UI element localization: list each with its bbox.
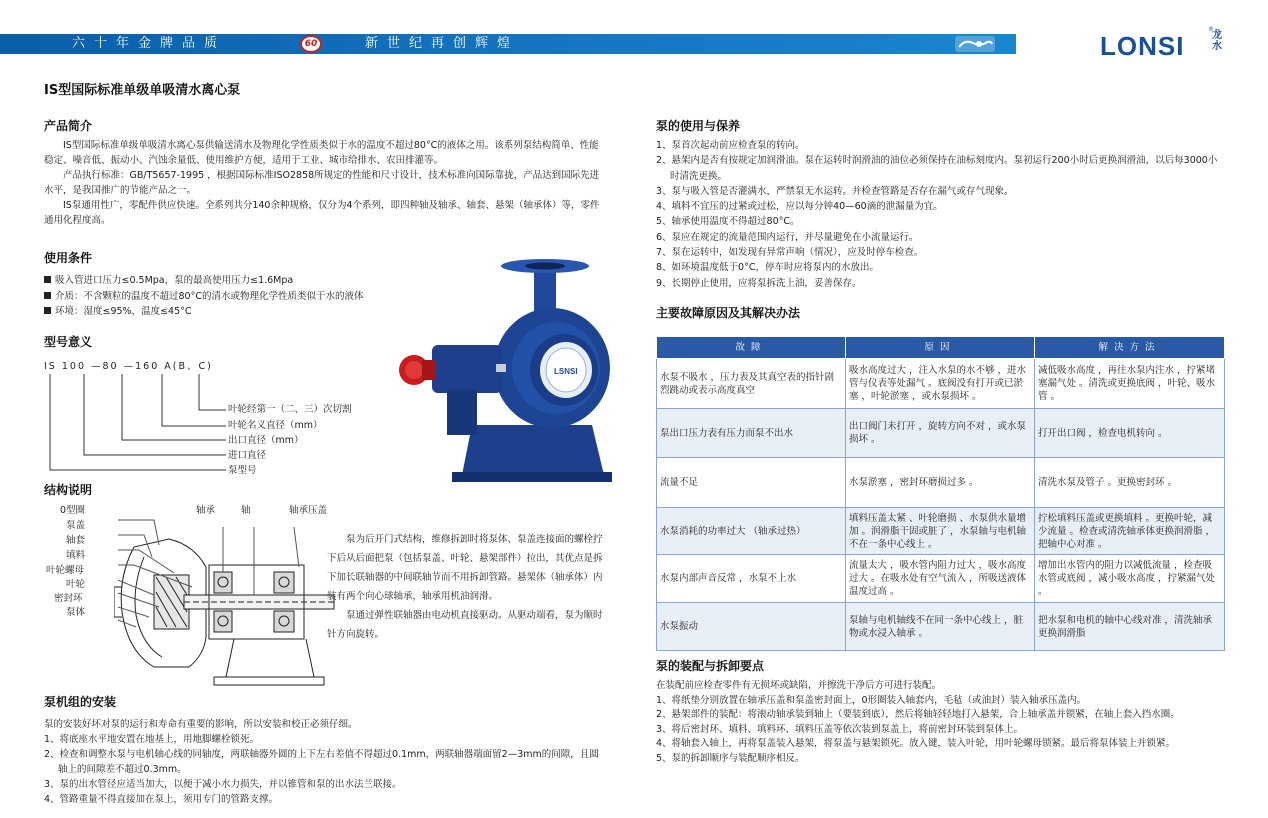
structure-drawing	[114, 517, 339, 695]
maintenance-item: 9、长期停止使用，应将泵拆洗上油，妥善保存。	[656, 277, 862, 289]
table-row	[657, 603, 1225, 651]
intro-heading: 产品简介	[44, 119, 93, 133]
col-fault: 故障	[657, 337, 846, 359]
conditions-heading: 使用条件	[44, 251, 93, 265]
badge-60: 60	[300, 35, 322, 53]
maintenance-item: 6、泵应在规定的流量范围内运行，并尽量避免在小流量运行。	[656, 231, 919, 243]
logo-text: LONSI	[1100, 31, 1185, 61]
model-label-inlet: 进口直径	[228, 450, 267, 461]
assembly-line: 1、将纸垫分别放置在轴承压盖和泵盖密封面上，0形圈装入轴套内，毛毡（或油封）装入轴承压盖内。	[656, 694, 1087, 706]
label-seal-ring: 密封环	[54, 593, 83, 604]
cell-fault: 泵出口压力表有压力而泵不出水	[657, 409, 846, 458]
installation-line: 1、将底座水平地安置在地基上，用地脚螺栓锁死。	[44, 734, 260, 745]
installation-line: 4、管路重量不得直接加在泵上，须用专门的管路支撑。	[44, 794, 279, 805]
col-solution: 解决方法	[1035, 337, 1225, 359]
label-bearing-gland: 轴承压盖	[289, 505, 328, 516]
structure-para-1: 泵为后开门式结构，维修拆卸时将泵体、泵盖连接面的螺栓拧下后从后面把泵（包括泵盖、叶轮、悬架部件）拉出，其优点是拆下加长联轴器的中间联轴节而不用拆卸管路。悬架体（轴承体）内装有两个向心球轴承，轴承用机油润滑。	[327, 534, 603, 602]
slogan-left: 六十年金牌品质	[72, 36, 227, 51]
svg-text:LSNSI: LSNSI	[554, 367, 578, 376]
maintenance-item: 2、悬架内是否有按规定加润滑油。泵在运转时润滑油的油位必须保持在油标刻度内。泵初运行200小时后更换润滑油，以后每3000小时清洗更换。	[656, 155, 1218, 182]
label-impeller: 叶轮	[66, 579, 86, 590]
slogan-right: 新世纪再创辉煌	[365, 36, 520, 51]
label-sleeve: 轴套	[66, 535, 86, 546]
model-leader-lines	[44, 372, 234, 480]
faults-heading: 主要故障原因及其解决办法	[656, 306, 801, 320]
assembly-heading: 泵的装配与拆卸要点	[656, 659, 765, 673]
model-label-type: 泵型号	[228, 465, 257, 476]
structure-diagram	[44, 505, 334, 693]
installation-line: 3、泵的出水管径应适当加大，以便于减小水力损失，并以锥管和泵的出水法兰联接。	[44, 779, 402, 790]
installation-line: 2、检查和调整水泵与电机轴心线的同轴度，两联轴器外圆的上下左右差值不得超过0.1mm，两联轴器端面留2—3mm的间隙，且圆轴上的间隙差不超过0.3mm。	[44, 749, 599, 775]
cell-cause: 出口阀门未打开 ，旋转方向不对 ，或水泵损坏 。	[846, 409, 1035, 458]
intro-para-1: IS型国际标准单级单吸清水离心泵供输送清水及物理化学性质类似于水的温度不超过80°C的液体之用。该系列泵结构简单、性能稳定、噪音低、振动小、汽蚀余量低、使用维护方便，适用于工业、城市给排水、农田排灌等。	[44, 140, 599, 166]
maintenance-item: 1、泵首次起动前应检查泵的转向。	[656, 140, 805, 151]
cell-cause: 泵轴与电机轴线不在同一条中心线上 ，脏物或水浸入轴承 。	[846, 603, 1035, 651]
model-heading: 型号意义	[44, 335, 93, 349]
col-cause: 原因	[846, 337, 1035, 359]
installation-list	[44, 717, 604, 807]
assembly-line: 5、泵的拆卸顺序与装配顺序相反。	[656, 752, 805, 764]
cell-fault: 水泵不吸水 ，压力表及其真空表的指针剧烈跳动或表示高度真空	[657, 359, 846, 409]
fault-table-header	[657, 337, 1225, 359]
installation-line: 泵的安装好坏对泵的运行和寿命有重要的影响，所以安装和校正必须仔细。	[44, 719, 358, 730]
assembly-list	[656, 679, 1224, 766]
cell-solution: 减低吸水高度 ，再往水泵内注水 ，拧紧堵塞漏气处 。清洗或更换底阀 ，叶轮、吸水管 。	[1035, 359, 1225, 409]
label-impeller-nut: 叶轮螺母	[46, 565, 85, 576]
page-title: IS型国际标准单级单吸清水离心泵	[44, 83, 241, 98]
logo-reg: ®	[1208, 26, 1214, 33]
fault-table	[656, 336, 1225, 651]
header-band	[0, 34, 1016, 54]
maintenance-item: 7、泵在运转中，如发现有异常声响（情况），应及时停车检查。	[656, 247, 924, 259]
maintenance-item: 4、填料不宜压的过紧或过松，应以每分钟40—60滴的泄漏量为宜。	[656, 201, 943, 213]
structure-heading: 结构说明	[44, 483, 93, 497]
assembly-line: 3、将后密封环、填料、填料环、填料压盖等依次装到泵盖上，将前密封环装到泵体上。	[656, 723, 1024, 735]
label-bearing: 轴承	[196, 505, 216, 516]
intro-para-3: IS泵通用性广，零配件供应快速。全系列共分140余种规格，仅分为4个系列，即四种轴及轴承、轴套、悬架（轴承体）等，零件通用化程度高。	[44, 200, 600, 226]
structure-para-2: 泵通过弹性联轴器由电动机直接驱动。从驱动端看，泵为顺时针方向旋转。	[327, 610, 603, 640]
cell-fault: 流量不足	[657, 458, 846, 508]
label-pump-cover: 泵盖	[66, 520, 86, 531]
cell-solution: 把水泵和电机的轴中心线对准 ，清洗轴承更换润滑脂	[1035, 603, 1225, 651]
label-shaft: 轴	[241, 505, 251, 516]
model-label-impeller: 叶轮名义直径（mm）	[228, 420, 323, 431]
condition-item: 环境：湿度≤95%，温度≤45°C	[44, 304, 404, 320]
installation-heading: 泵机组的安装	[44, 695, 117, 709]
intro-text	[44, 138, 608, 228]
cell-cause: 填料压盖太紧 、叶轮磨损 、水泵供水量增加 。润滑脂干固或脏了 ，水泵轴与电机轴不在一条中心线上 。	[846, 508, 1035, 555]
assembly-line: 4、将轴套入轴上，再将泵盖装入悬架，将泵盖与悬架锁死。放入键，装入叶轮，用叶轮螺母锁紧。最后将泵体装上并锁紧。	[656, 738, 1176, 749]
condition-item: 吸入管进口压力≤0.5Mpa，泵的最高使用压力≤1.6Mpa	[44, 273, 404, 289]
cell-fault: 水泵消耗的功率过大 （轴承过热）	[657, 508, 846, 555]
assembly-line: 在装配前应检查零件有无损坏或缺陷，并擦洗干净后方可进行装配。	[656, 680, 942, 691]
maintenance-item: 5、轴承使用温度不得超过80°C。	[656, 216, 800, 228]
cell-fault: 水泵振动	[657, 603, 846, 651]
cell-cause: 吸水高度过大 ，注入水泵的水不够 ，进水管与仪表等处漏气 。底阀没有打开或已淤塞 ，叶轮淤塞 ，或水泵损坏 。	[846, 359, 1035, 409]
model-diagram	[44, 360, 404, 480]
model-code: IS 100 —80 —160 A(B、C)	[44, 361, 213, 372]
intro-para-2: 产品执行标准：GB/T5657-1995 ，根据国际标准ISO2858所规定的性能和尺寸设计，技术标准向国际靠拢，产品达到国际先进水平，是我国推广的节能产品之一。	[44, 170, 600, 196]
maintenance-item: 8、如环境温度低于0°C，停车时应将泵内的水放出。	[656, 262, 879, 274]
table-row	[657, 409, 1225, 458]
cell-cause: 流量太大 ，吸水管内阻力过大 ，吸水高度过大 。在吸水处有空气流入 ，所吸送液体温度过高 。	[846, 555, 1035, 603]
label-o-ring: 0型圈	[60, 505, 86, 516]
cell-cause: 水泵淤塞 ，密封环磨损过多 。	[846, 458, 1035, 508]
table-row	[657, 359, 1225, 409]
conditions-list	[44, 273, 404, 320]
model-label-outlet: 出口直径（mm）	[228, 435, 304, 446]
maintenance-heading: 泵的使用与保养	[656, 119, 741, 133]
wave-icon	[955, 36, 995, 52]
label-packing: 填料	[66, 550, 86, 561]
pump-photo	[392, 250, 622, 490]
cell-solution: 拧松填料压盖或更换填料 。更换叶轮，减少流量 。检查或清洗轴承体更换润滑脂 ，把轴中心对准 。	[1035, 508, 1225, 555]
maintenance-item: 3、泵与吸入管是否灌满水，严禁泵无水运转。并检查管路是否存在漏气或存气现象。	[656, 185, 1014, 197]
cell-solution: 清洗水泵及管子 。更换密封环 。	[1035, 458, 1225, 508]
logo-cn: 龙水	[1212, 30, 1222, 52]
table-row	[657, 555, 1225, 603]
condition-item: 介质：不含颗粒的温度不超过80°C的清水或物理化学性质类似于水的液体	[44, 289, 404, 305]
cell-solution: 增加出水管内的阻力以减低流量 ，检查吸水管或底阀 ，减小吸水高度 ，拧紧漏气处 。	[1035, 555, 1225, 603]
maintenance-list	[656, 138, 1224, 291]
model-label-cut: 叶轮经第一（二、三）次切割	[228, 404, 352, 415]
table-row	[657, 458, 1225, 508]
label-pump-body: 泵体	[66, 607, 86, 618]
structure-description	[327, 530, 603, 644]
cell-solution: 打开出口阀 ，检查电机转向 。	[1035, 409, 1225, 458]
assembly-line: 2、悬架部件的装配：将滚动轴承装到轴上（要装到底），然后将轴轻轻地打入悬架，合上轴承盖并锁紧，在轴上套入挡水圈。	[656, 709, 1180, 720]
table-row	[657, 508, 1225, 555]
cell-fault: 水泵内部声音反常 ，水泵不上水	[657, 555, 846, 603]
